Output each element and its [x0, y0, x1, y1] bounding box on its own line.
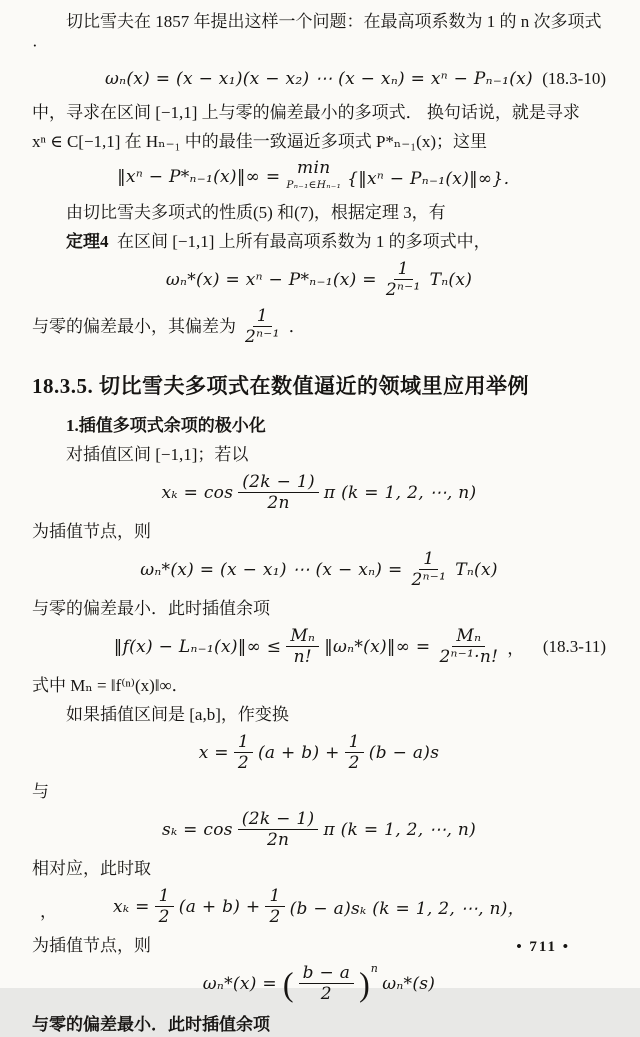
para-theorem-4	[32, 230, 606, 254]
fraction-half-3: $\frac{1}{2}$	[155, 887, 174, 926]
sk-equation-left: sₖ = cos	[161, 819, 233, 840]
fraction-b-a-over-2: $\frac{b - a}{2}$	[299, 964, 355, 1003]
scaled-omega-left: ωₙ*(x) =	[202, 973, 277, 994]
fraction-one-over-2n1-b: $\frac{1}{\text{2ⁿ⁻¹}}$	[411, 549, 447, 590]
equation-number-18-3-10: (18.3-10)	[542, 69, 606, 88]
theorem-equation-right: Tₙ(x)	[429, 269, 473, 290]
equation-18-3-10	[32, 64, 606, 94]
equation-18-3-10-body: ωₙ(x) = (x − x₁)(x − x₂) ⋯ (x − xₙ) = xⁿ − Pₙ₋₁(x)	[104, 69, 533, 89]
equation-number-18-3-11: (18.3-11)	[542, 636, 606, 656]
para-remainder-intro: 与零的偏差最小．此时插值余项	[32, 599, 270, 618]
xk2-left: xₖ =	[113, 896, 150, 917]
min-equation-left: ‖xⁿ − P*ₙ₋₁(x)‖∞ =	[117, 166, 281, 187]
equation-transform	[32, 733, 606, 772]
equation-sk-cos	[32, 810, 606, 849]
para-chebyshev-properties: 由切比雪夫多项式的性质(5) 和(7)，根据定理 3，有	[66, 203, 446, 222]
equation-xk-cos	[32, 473, 606, 512]
sk-equation-right: π (k = 1, 2, ⋯, n)	[323, 819, 477, 840]
fraction-deviation: $\frac{1}{\text{2ⁿ⁻¹}}$	[245, 306, 280, 347]
min-equation-right: {‖xⁿ − Pₙ₋₁(x)‖∞}．	[347, 169, 521, 189]
scaled-omega-right: ωₙ*(s)	[382, 973, 436, 994]
transform-left: x =	[198, 742, 229, 763]
para-where-mn: 式中 Mₙ = ‖f⁽ⁿ⁾(x)‖∞．	[32, 676, 189, 695]
section-heading-18-3-5: 18.3.5. 切比雪夫多项式在数值逼近的领域里应用举例	[32, 374, 529, 398]
para-final-bold: 与零的偏差最小．此时插值余项	[32, 1015, 270, 1034]
fraction-half-4: $\frac{1}{2}$	[265, 887, 284, 926]
equation-xk-transform	[32, 887, 606, 926]
fraction-half-2: $\frac{1}{2}$	[345, 733, 364, 772]
right-paren: )	[359, 964, 370, 1003]
intro-line-2: 中，寻求在区间 [−1,1] 上与零的偏差最小的多项式． 换句话说，就是寻求	[32, 103, 580, 122]
intro-line-3: xⁿ ∈ C[−1,1] 在 Hₙ₋₁ 中的最佳一致逼近多项式 P*ₙ₋₁(x)；这里	[32, 132, 487, 151]
xk-equation-right: π (k = 1, 2, ⋯, n)	[323, 482, 477, 503]
transform-mid: (a + b) +	[257, 742, 340, 763]
para-deviation	[32, 307, 606, 346]
xk2-right: (b − a)sₖ (k = 1, 2, ⋯, n)，	[289, 899, 525, 919]
fraction-one-over-2n1: $\frac{1}{\text{2ⁿ⁻¹}}$	[385, 259, 421, 300]
fraction-mn-over-2n1nfact: $\frac{\text{Mₙ}}{\text{2ⁿ⁻¹·n!}}$	[439, 626, 499, 667]
equation-min-norm	[32, 160, 606, 193]
para-interpolation-interval: 对插值区间 [−1,1]；若以	[66, 445, 249, 464]
para-corresponding: 相对应，此时取	[32, 859, 151, 878]
eq11-mid: ‖ωₙ*(x)‖∞ =	[324, 636, 431, 657]
min-operator: min	[297, 158, 331, 178]
para-with: 与	[32, 782, 49, 801]
min-operator-block	[286, 160, 341, 193]
para-nodes-then-2: 为插值节点，则	[32, 936, 151, 955]
equation-omega-star-product	[32, 550, 606, 589]
min-underscript: Pₙ₋₁∈Hₙ₋₁	[286, 179, 342, 191]
transform-right: (b − a)s	[368, 742, 440, 763]
stray-comma-mark: ，	[40, 902, 57, 921]
theorem-4-label: 定理4	[66, 232, 109, 251]
eq11-comma: ，	[507, 639, 525, 658]
deviation-text: 与零的偏差最小，其偏差为	[32, 316, 236, 336]
para-if-interval: 如果插值区间是 [a,b]，作变换	[66, 705, 289, 724]
equation-theorem-4	[32, 260, 606, 299]
theorem-4-text: 在区间 [−1,1] 上所有最高项系数为 1 的多项式中，	[117, 232, 491, 251]
subsection-1-heading: 1.插值多项式余项的极小化	[66, 416, 266, 435]
fraction-half-1: $\frac{1}{2}$	[234, 733, 253, 772]
para-nodes-then-1: 为插值节点，则	[32, 522, 151, 541]
xk2-mid: (a + b) +	[178, 896, 261, 917]
equation-18-3-11	[32, 627, 606, 666]
eq11-left: ‖f(x) − Lₙ₋₁(x)‖∞ ≤	[113, 636, 282, 657]
fraction-2k-1-over-2n-b: $\frac{(2k - 1)}{2n}$	[238, 810, 319, 849]
left-paren: (	[282, 964, 294, 1003]
fraction-2k-1-over-2n: $\frac{(2k - 1)}{2n}$	[238, 473, 319, 512]
theorem-equation-left: ωₙ*(x) = xⁿ − P*ₙ₋₁(x) =	[165, 269, 377, 290]
omega-star-right: Tₙ(x)	[455, 559, 498, 580]
fraction-mn-over-nfact: $\frac{\text{Mₙ}}{n!}$	[286, 627, 319, 666]
page-number: • 711 •	[516, 939, 570, 955]
exponent-n: n	[370, 962, 379, 975]
equation-scaled-omega	[32, 964, 606, 1003]
intro-line-1: 切比雪夫在 1857 年提出这样一个问题：在最高项系数为 1 的 n 次多项式·	[32, 12, 602, 55]
xk-equation-left: xₖ = cos	[161, 482, 234, 503]
omega-star-left: ωₙ*(x) = (x − x₁) ⋯ (x − xₙ) =	[140, 559, 403, 580]
deviation-period: ．	[288, 316, 306, 336]
